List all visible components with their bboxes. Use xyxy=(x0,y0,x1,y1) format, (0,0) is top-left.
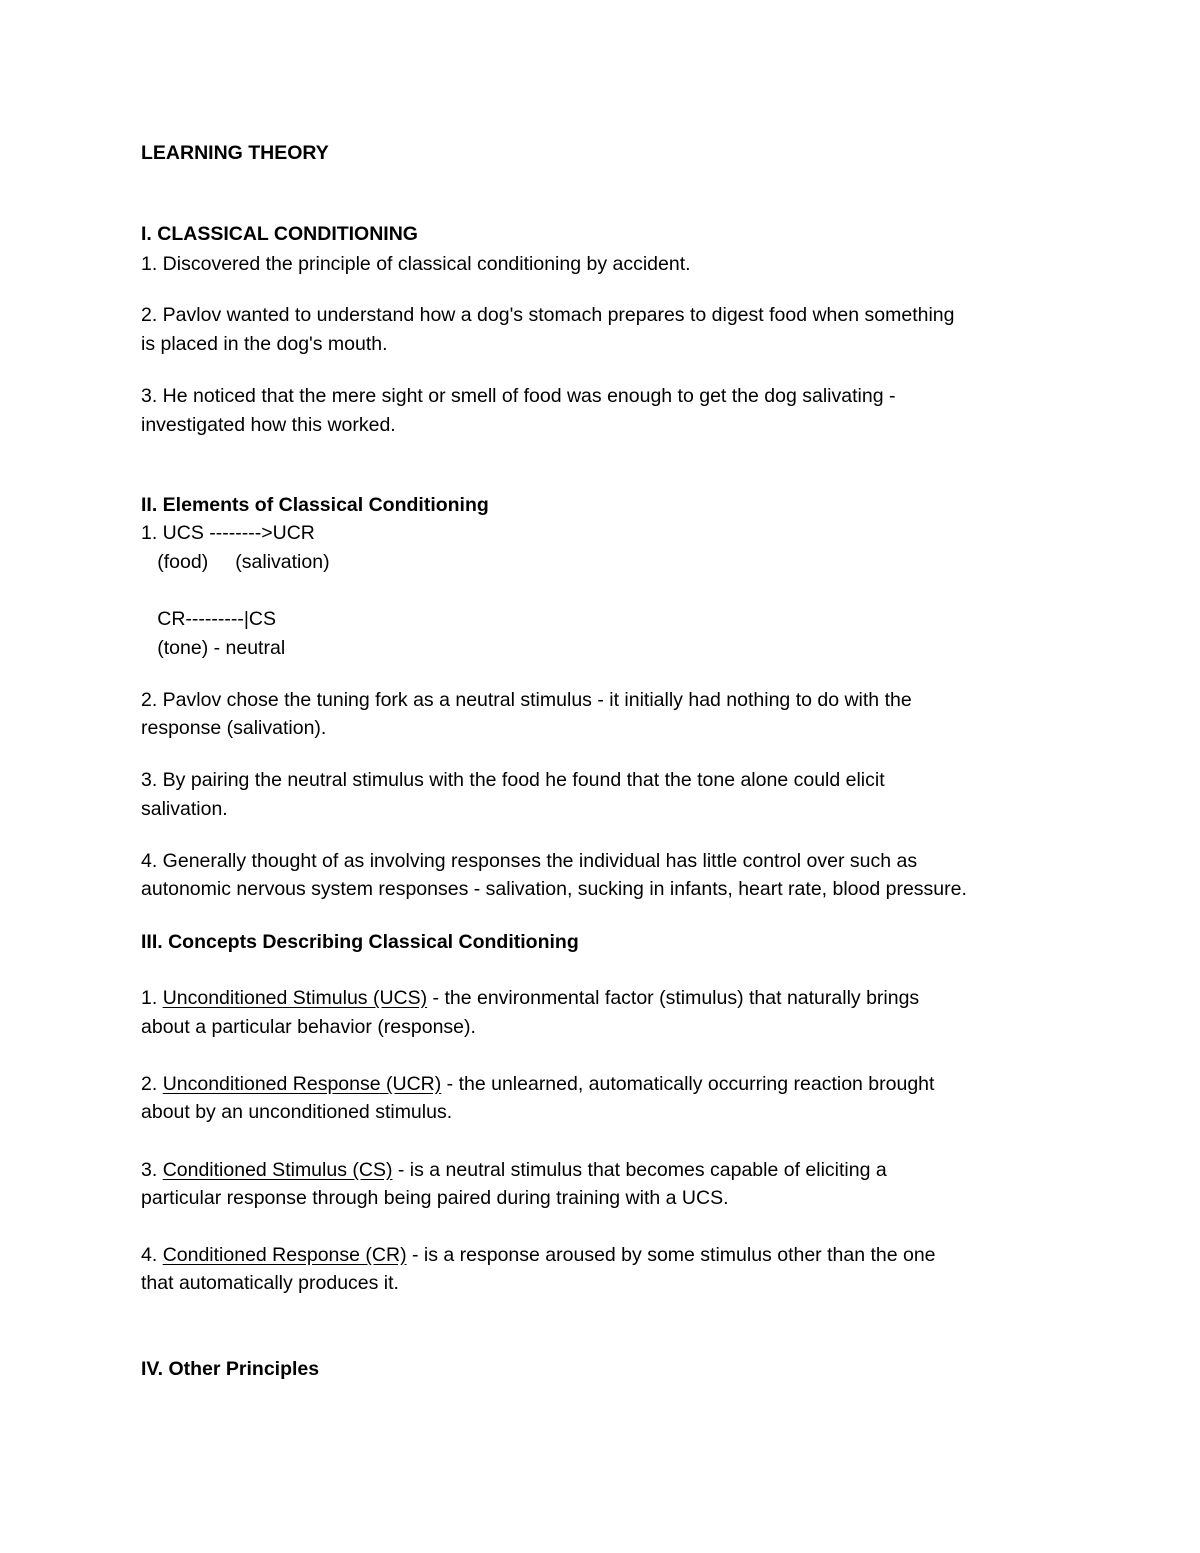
concept-item xyxy=(141,1072,934,1096)
concept-definition-line: that automatically produces it. xyxy=(141,1272,399,1294)
diagram-line: CR---------|CS xyxy=(141,608,277,630)
section-heading-classical-conditioning: I. CLASSICAL CONDITIONING xyxy=(141,223,418,245)
paragraph-line: 3. He noticed that the mere sight or smell of food was enough to get the dog salivating - xyxy=(141,385,896,407)
concept-term: Conditioned Response (CR) xyxy=(162,1244,407,1266)
section-heading-other-principles: IV. Other Principles xyxy=(141,1358,320,1380)
paragraph-line: 1. Discovered the principle of classical conditioning by accident. xyxy=(141,253,691,275)
concept-definition: - the unlearned, automatically occurring reaction brought xyxy=(441,1073,935,1095)
concept-term: Unconditioned Stimulus (UCS) xyxy=(162,987,428,1009)
concept-term: Conditioned Stimulus (CS) xyxy=(162,1159,393,1181)
diagram-line: 1. UCS -------->UCR xyxy=(141,522,315,544)
concept-item xyxy=(141,1243,936,1267)
paragraph-line: salivation. xyxy=(141,798,228,820)
document-title: LEARNING THEORY xyxy=(141,142,329,164)
paragraph-line: 2. Pavlov chose the tuning fork as a neutral stimulus - it initially had nothing to do with the xyxy=(141,689,912,711)
concept-number: 3. xyxy=(141,1159,163,1181)
concept-definition-line: about a particular behavior (response). xyxy=(141,1016,476,1038)
diagram-line: (tone) - neutral xyxy=(141,637,286,659)
concept-term: Unconditioned Response (UCR) xyxy=(162,1073,442,1095)
paragraph-line: response (salivation). xyxy=(141,717,327,739)
concept-definition: - the environmental factor (stimulus) that naturally brings xyxy=(427,987,920,1009)
concept-definition-line: particular response through being paired during training with a UCS. xyxy=(141,1187,729,1209)
paragraph-line: autonomic nervous system responses - salivation, sucking in infants, heart rate, blood pressure. xyxy=(141,878,967,900)
section-heading-elements: II. Elements of Classical Conditioning xyxy=(141,494,489,516)
concept-definition: - is a neutral stimulus that becomes capable of eliciting a xyxy=(392,1159,887,1181)
paragraph-line: 4. Generally thought of as involving responses the individual has little control over such as xyxy=(141,850,918,872)
concept-item xyxy=(141,986,919,1010)
diagram-line: (food) (salivation) xyxy=(141,551,330,573)
concept-number: 2. xyxy=(141,1073,163,1095)
concept-number: 1. xyxy=(141,987,163,1009)
concept-item xyxy=(141,1158,887,1182)
concept-number: 4. xyxy=(141,1244,163,1266)
paragraph-line: is placed in the dog's mouth. xyxy=(141,333,388,355)
concept-definition-line: about by an unconditioned stimulus. xyxy=(141,1101,453,1123)
concept-definition: - is a response aroused by some stimulus other than the one xyxy=(406,1244,936,1266)
section-heading-concepts: III. Concepts Describing Classical Conditioning xyxy=(141,931,579,953)
paragraph-line: investigated how this worked. xyxy=(141,414,396,436)
paragraph-line: 2. Pavlov wanted to understand how a dog's stomach prepares to digest food when something xyxy=(141,304,955,326)
paragraph-line: 3. By pairing the neutral stimulus with the food he found that the tone alone could elicit xyxy=(141,769,885,791)
